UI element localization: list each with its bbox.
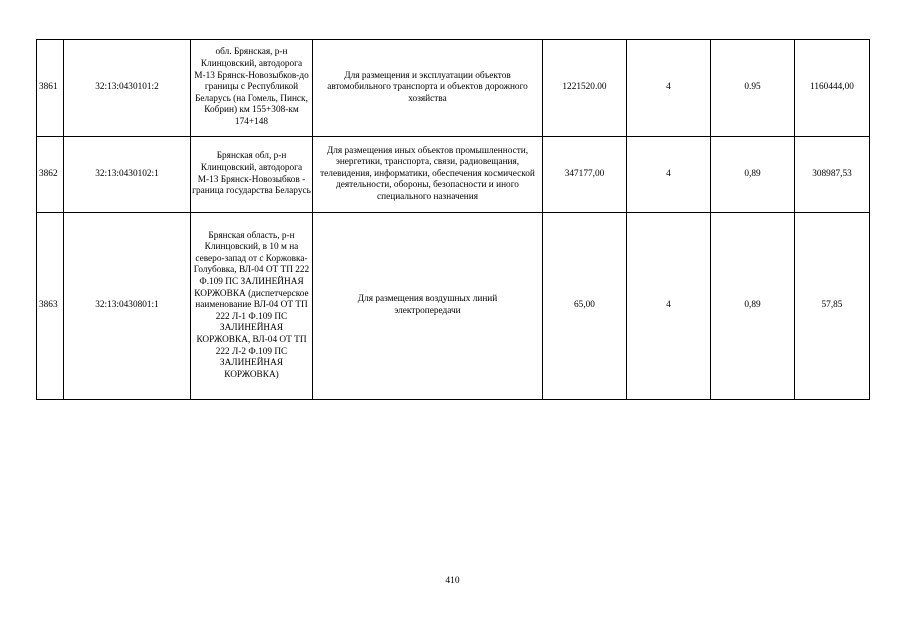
address-cell: Брянская область, р-н Клинцовский, в 10 м на северо-запад от с Коржовка-Голубовка, ВЛ-04 ОТ ТП 222 Ф.109 ПС ЗАЛИНЕЙНАЯ КОРЖОВКА (диспетчерское наименование ВЛ-04 ОТ ТП 222 Л-1 Ф.109 ПС ЗАЛИНЕЙНАЯ КОРЖОВКА, ВЛ-04 ОТ ТП 222 Л-2 Ф.109 ПС ЗАЛИНЕЙНАЯ КОРЖОВКА) [191, 213, 313, 400]
column-7-cell: 0.95 [711, 40, 795, 137]
cadastral-number: 32:13:0430801:1 [64, 213, 191, 400]
purpose-cell: Для размещения и эксплуатации объектов автомобильного транспорта и объектов дорожного хозяйства [313, 40, 543, 137]
row-number: 3862 [37, 137, 64, 213]
area-cell: 1221520.00 [543, 40, 627, 137]
area-cell: 65,00 [543, 213, 627, 400]
data-table [36, 39, 870, 400]
column-7-cell: 0,89 [711, 137, 795, 213]
column-7-cell: 0,89 [711, 213, 795, 400]
value-cell: 308987,53 [795, 137, 870, 213]
column-6-cell: 4 [627, 137, 711, 213]
cadastral-number: 32:13:0430101:2 [64, 40, 191, 137]
purpose-cell: Для размещения воздушных линий электропередачи [313, 213, 543, 400]
value-cell: 57,85 [795, 213, 870, 400]
page-number: 410 [445, 576, 460, 586]
table-row [37, 40, 870, 137]
table-row [37, 213, 870, 400]
address-cell: Брянская обл, р-н Клинцовский, автодорога М-13 Брянск-Новозыбков - граница государства Беларусь [191, 137, 313, 213]
value-cell: 1160444,00 [795, 40, 870, 137]
row-number: 3861 [37, 40, 64, 137]
cadastral-number: 32:13:0430102:1 [64, 137, 191, 213]
row-number: 3863 [37, 213, 64, 400]
table-row [37, 137, 870, 213]
purpose-cell: Для размещения иных объектов промышленности, энергетики, транспорта, связи, радиовещания, телевидения, информатики, обеспечения космической деятельности, обороны, безопасности и иного специального назначения [313, 137, 543, 213]
land-plots-table [36, 39, 869, 400]
address-cell: обл. Брянская, р-н Клинцовский, автодорога М-13 Брянск-Новозыбков-до границы с Республикой Беларусь (на Гомель, Пинск, Кобрин) км 155+308-км 174+148 [191, 40, 313, 137]
column-6-cell: 4 [627, 40, 711, 137]
area-cell: 347177,00 [543, 137, 627, 213]
column-6-cell: 4 [627, 213, 711, 400]
